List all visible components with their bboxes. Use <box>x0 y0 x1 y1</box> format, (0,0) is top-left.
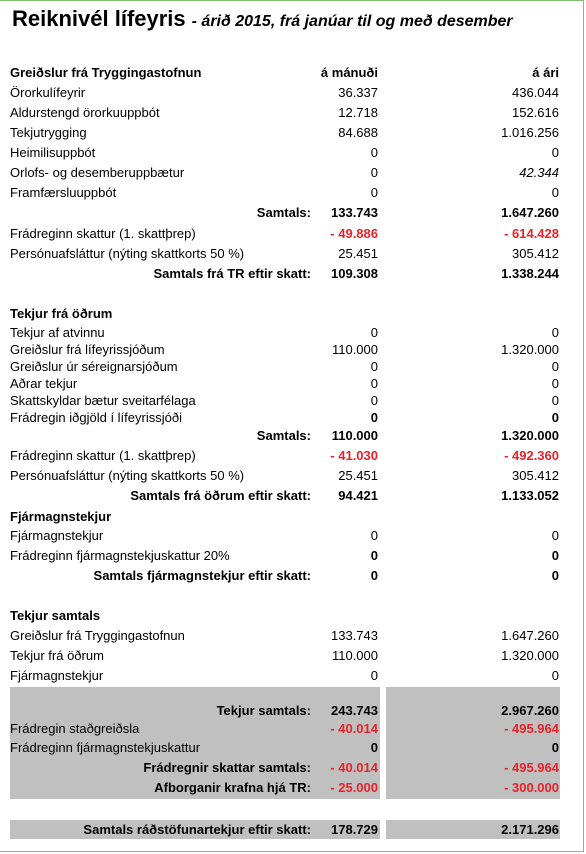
total-row <box>0 265 586 283</box>
tax-row <box>0 225 586 243</box>
yearly-value: 0 <box>551 393 559 408</box>
yearly-value: - 492.360 <box>504 448 559 463</box>
row-label: Samtals frá TR eftir skatt: <box>153 266 311 281</box>
subtotal-row <box>0 204 586 222</box>
yearly-value: 0 <box>551 410 559 425</box>
yearly-value: - 300.000 <box>504 780 559 795</box>
monthly-value: 0 <box>370 145 378 160</box>
table-row <box>0 164 586 182</box>
yearly-value: 0 <box>551 740 559 755</box>
row-label: Samtals fjármagnstekjur eftir skatt: <box>93 568 311 583</box>
yearly-value: 0 <box>551 359 559 374</box>
monthly-value: 0 <box>370 410 378 425</box>
yearly-value: 1.647.260 <box>501 205 559 220</box>
summary-income-row <box>0 702 586 720</box>
row-label: Tekjur frá öðrum <box>10 648 104 663</box>
monthly-value: 0 <box>370 528 378 543</box>
table-row <box>0 245 586 263</box>
yearly-value: 0 <box>551 668 559 683</box>
monthly-value: 133.743 <box>331 628 378 643</box>
monthly-value: 0 <box>370 185 378 200</box>
yearly-value: 1.647.260 <box>501 628 559 643</box>
section-heading-capital <box>0 508 586 526</box>
monthly-value: - 49.886 <box>330 226 378 241</box>
row-label: Fjármagnstekjur <box>10 509 112 524</box>
monthly-value: 133.743 <box>331 205 378 220</box>
table-row <box>0 358 586 376</box>
table-row <box>0 667 586 685</box>
monthly-value: 110.000 <box>331 648 378 663</box>
yearly-value: 1.338.244 <box>501 266 559 281</box>
monthly-value: 110.000 <box>331 342 378 357</box>
row-label: Samtals frá öðrum eftir skatt: <box>130 488 311 503</box>
title-sub: - árið 2015, frá janúar til og með desember <box>191 13 513 30</box>
yearly-value: 305.412 <box>512 246 559 261</box>
row-label: Frádreginn fjármagnstekjuskattur 20% <box>10 548 230 563</box>
row-label: Skattskyldar bætur sveitarfélaga <box>10 393 196 408</box>
row-label: Frádreginn skattur (1. skattþrep) <box>10 448 196 463</box>
monthly-value: 0 <box>370 359 378 374</box>
monthly-value: 25.451 <box>338 246 378 261</box>
monthly-value: 0 <box>370 376 378 391</box>
row-label: Frádregin iðgjöld í lífeyrissjóði <box>10 410 182 425</box>
yearly-value: 152.616 <box>512 105 559 120</box>
row-label: Samtals ráðstöfunartekjur eftir skatt: <box>83 822 311 837</box>
monthly-value: 0 <box>370 165 378 180</box>
row-label: Fjármagnstekjur <box>10 528 104 543</box>
col-header-year: á ári <box>532 65 559 80</box>
row-label: Greiðslur úr séreignarsjóðum <box>10 359 178 374</box>
yearly-value: 0 <box>551 548 559 563</box>
monthly-value: 0 <box>370 325 378 340</box>
monthly-value: - 40.014 <box>330 721 378 736</box>
monthly-value: 94.421 <box>338 488 378 503</box>
monthly-value: 178.729 <box>331 822 378 837</box>
total-row <box>0 567 586 585</box>
row-label: Samtals: <box>256 205 311 220</box>
row-label: Fjármagnstekjur <box>10 668 104 683</box>
table-row <box>0 527 586 545</box>
yearly-value: 1.133.052 <box>501 488 559 503</box>
yearly-value: 305.412 <box>512 468 559 483</box>
monthly-value: 0 <box>370 740 378 755</box>
yearly-value: 1.320.000 <box>501 428 559 443</box>
yearly-value: 436.044 <box>512 85 559 100</box>
yearly-value: 1.320.000 <box>501 648 559 663</box>
yearly-value: 1.016.256 <box>501 125 559 140</box>
yearly-value: 0 <box>551 185 559 200</box>
monthly-value: 109.308 <box>331 266 378 281</box>
row-label: Tekjur af atvinnu <box>10 325 105 340</box>
row-label: Aldurstengd örorkuuppbót <box>10 105 160 120</box>
tax-row <box>0 447 586 465</box>
col-header-month: á mánuði <box>320 65 378 80</box>
table-row <box>0 467 586 485</box>
table-row <box>0 184 586 202</box>
title-main: Reiknivél lífeyris <box>12 6 186 31</box>
row-label: Örorkulífeyrir <box>10 85 86 100</box>
table-row <box>0 392 586 410</box>
summary-captax-row <box>0 739 586 757</box>
section-heading-totals <box>0 607 586 625</box>
monthly-value: 36.337 <box>338 85 378 100</box>
yearly-value: - 495.964 <box>504 760 559 775</box>
row-label: Tekjur samtals <box>10 608 101 623</box>
section-heading-tr: Greiðslur frá Tryggingastofnun <box>10 65 202 80</box>
row-label: Heimilisuppbót <box>10 145 96 160</box>
monthly-value: 0 <box>370 668 378 683</box>
row-label: Greiðslur frá lífeyrissjóðum <box>10 342 165 357</box>
table-row <box>0 341 586 359</box>
yearly-value: 0 <box>551 528 559 543</box>
header-row <box>0 64 586 82</box>
monthly-value: 110.000 <box>331 428 378 443</box>
total-row <box>0 487 586 505</box>
row-label: Tekjur frá öðrum <box>10 306 113 321</box>
subtotal-row <box>0 427 586 445</box>
final-total-row <box>0 821 586 839</box>
summary-taxes-row <box>0 759 586 777</box>
monthly-value: - 41.030 <box>330 448 378 463</box>
monthly-value: 84.688 <box>338 125 378 140</box>
row-label: Frádregin staðgreiðsla <box>10 721 140 736</box>
table-row <box>0 144 586 162</box>
row-label: Afborganir krafna hjá TR: <box>154 780 311 795</box>
monthly-value: 0 <box>370 568 378 583</box>
row-label: Frádreginn fjármagnstekjuskattur <box>10 740 201 755</box>
summary-withholding-row <box>0 720 586 738</box>
page-title <box>12 6 513 32</box>
table-row <box>0 324 586 342</box>
row-label: Frádreginn skattur (1. skattþrep) <box>10 226 196 241</box>
yearly-value: - 614.428 <box>504 226 559 241</box>
yearly-value: 1.320.000 <box>501 342 559 357</box>
table-row <box>0 124 586 142</box>
monthly-value: 25.451 <box>338 468 378 483</box>
summary-repay-row <box>0 779 586 797</box>
yearly-value: 0 <box>551 145 559 160</box>
monthly-value: - 40.014 <box>330 760 378 775</box>
row-label: Framfærsluuppbót <box>10 185 117 200</box>
yearly-value: 0 <box>551 568 559 583</box>
monthly-value: 0 <box>370 548 378 563</box>
monthly-value: - 25.000 <box>330 780 378 795</box>
yearly-value: 0 <box>551 325 559 340</box>
section-heading-other <box>0 305 586 323</box>
row-label: Tekjur samtals: <box>216 703 311 718</box>
monthly-value: 0 <box>370 393 378 408</box>
row-label: Greiðslur frá Tryggingastofnun <box>10 628 185 643</box>
table-row <box>0 84 586 102</box>
row-label: Persónuafsláttur (nýting skattkorts 50 %) <box>10 246 245 261</box>
monthly-value: 243.743 <box>331 703 378 718</box>
monthly-value: 12.718 <box>338 105 378 120</box>
yearly-value: 0 <box>551 376 559 391</box>
table-row <box>0 104 586 122</box>
row-label: Tekjutrygging <box>10 125 87 140</box>
table-row <box>0 547 586 565</box>
table-row <box>0 375 586 393</box>
yearly-value: 42.344 <box>519 165 559 180</box>
row-label: Samtals: <box>256 428 311 443</box>
row-label: Persónuafsláttur (nýting skattkorts 50 %) <box>10 468 245 483</box>
row-label: Orlofs- og desemberuppbætur <box>10 165 185 180</box>
yearly-value: 2.967.260 <box>501 703 559 718</box>
table-row <box>0 627 586 645</box>
table-row <box>0 647 586 665</box>
yearly-value: 2.171.296 <box>501 822 559 837</box>
yearly-value: - 495.964 <box>504 721 559 736</box>
row-label: Aðrar tekjur <box>10 376 78 391</box>
row-label: Frádregnir skattar samtals: <box>143 760 311 775</box>
table-row <box>0 409 586 427</box>
